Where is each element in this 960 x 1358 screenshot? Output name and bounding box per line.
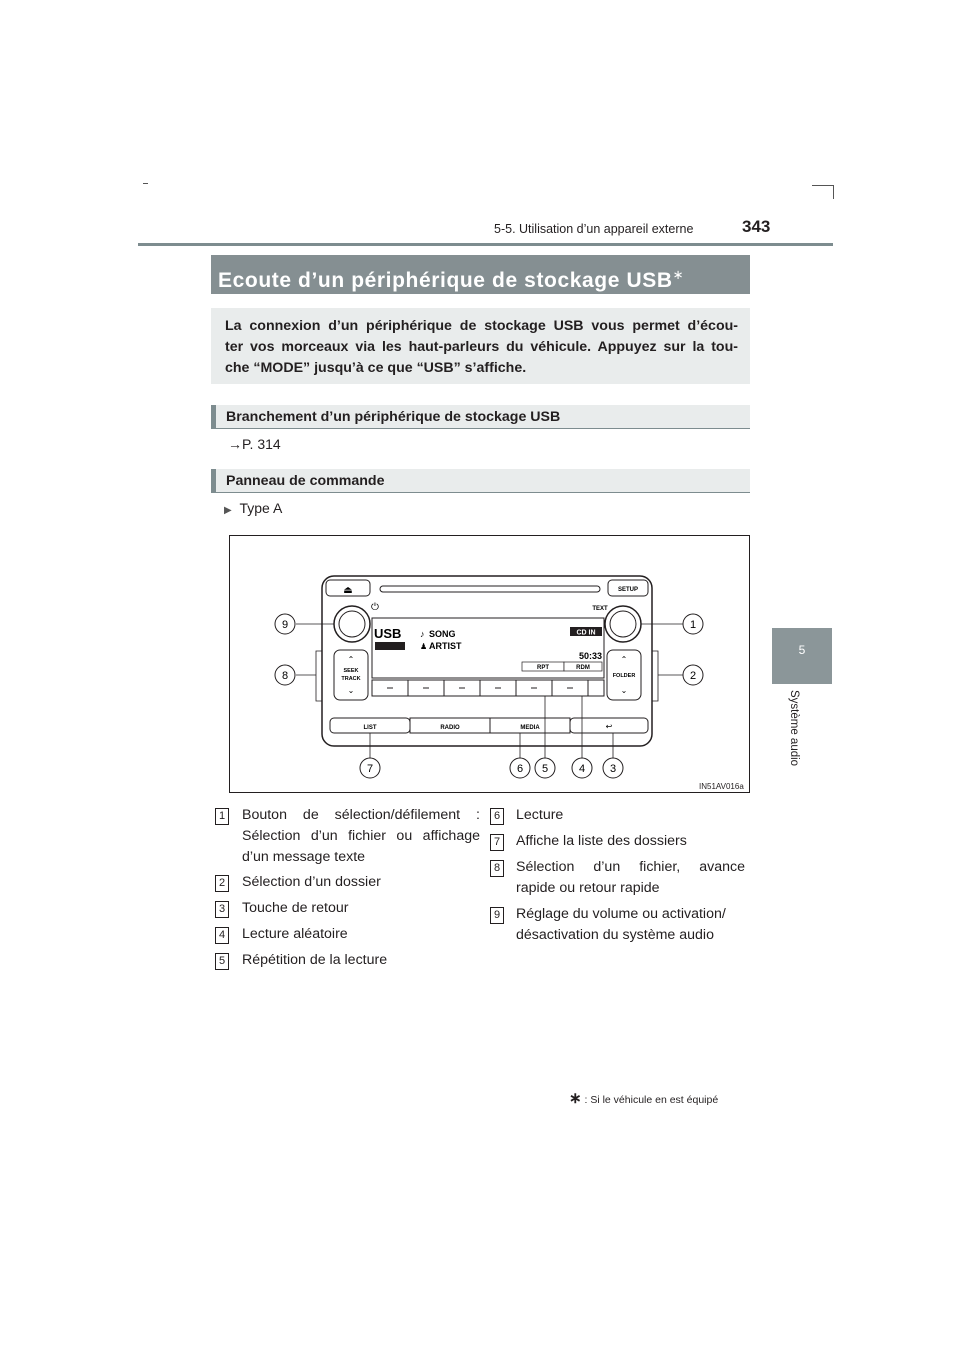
legend-item-6: Lecture [516,807,564,823]
svg-text:6: 6 [516,763,524,775]
callout-3 [603,758,623,778]
legend-item-5: Répétition de la lecture [242,952,388,968]
page-title [211,255,750,294]
usb-device-icon [375,642,405,650]
cd-slot [380,586,600,592]
title-mark: ∗ [672,267,685,282]
svg-text:⌄: ⌄ [620,686,628,695]
cd-in-label: CD IN [576,629,596,637]
page-number: 343 [742,217,771,236]
svg-text:5: 5 [541,763,549,775]
legend-number: 3 [215,901,229,918]
callout-9 [275,614,295,634]
svg-text:4: 4 [578,763,586,775]
setup-label: SETUP [617,587,639,593]
type-label [224,500,282,516]
artist-label: ARTIST [429,641,462,651]
figure-code: IN51AV016a [699,782,744,791]
chapter-tab: 5 [772,628,832,684]
legend-item-1: Bouton de sélection/défilement : Sélection d’un fichier ou affichage d’un message texte [242,807,480,865]
legend-item-9: Réglage du volume ou activation/ désactivation du système audio [516,906,726,943]
svg-text:3: 3 [609,763,617,775]
section-reference: 5-5. Utilisation d’un appareil externe [494,222,694,236]
time-label: 50:33 [578,651,602,661]
footnote-text: : Si le véhicule en est équipé [584,1094,719,1106]
footnote [569,1089,718,1107]
eject-icon: ⏏ [343,585,353,596]
power-icon: ⏻ [371,602,379,613]
callout-2 [683,665,703,685]
svg-text:2: 2 [689,670,697,682]
svg-text:7: 7 [366,763,374,775]
crop-mark [833,185,834,199]
text-label: TEXT [592,606,608,612]
panel-heading: Panneau de commande [211,469,750,493]
figure-frame [229,535,750,793]
footnote-mark: ∗ [569,1090,582,1107]
callout-1 [683,614,703,634]
crop-mark [143,183,148,184]
svg-text:1: 1 [689,619,697,631]
callout-5 [535,758,555,778]
intro-line: ter vos morceaux via les haut-parleurs du véhicule. Appuyez sur la tou- [225,339,738,355]
rpt-label: RPT [537,665,549,671]
callout-4 [572,758,592,778]
rdm-label: RDM [576,665,590,671]
back-icon: ↩ [605,722,613,731]
legend-number: 8 [490,860,504,877]
bullet-arrow-icon: ▶ [224,505,232,516]
callout-8 [275,665,295,685]
svg-text:8: 8 [281,670,289,682]
legend-item-8: Sélection d’un fichier, avance rapide ou retour rapide [516,859,745,896]
svg-text:⌃: ⌃ [620,655,628,664]
intro-line: La connexion d’un périphérique de stockage USB vous permet d’écou- [225,318,738,334]
intro-line: che “MODE” jusqu’à ce que “USB” s’affiche. [225,360,527,376]
chapter-label: Système audio [788,690,800,767]
legend-number: 6 [490,808,504,825]
legend-item-7: Affiche la liste des dossiers [516,833,687,849]
legend-item-4: Lecture aléatoire [242,926,348,942]
radio-label: RADIO [440,725,460,731]
legend-item-3: Touche de retour [242,900,349,916]
svg-text:♟: ♟ [420,642,428,651]
preset-buttons [372,680,604,696]
header-rule [138,243,833,246]
callout-6 [510,758,530,778]
media-label: MEDIA [520,725,540,731]
callout-7 [360,758,380,778]
connection-heading: Branchement d’un périphérique de stockage USB [211,405,750,429]
type-text: Type A [239,500,283,516]
folder-label: FOLDER [612,673,636,679]
track-label: TRACK [341,676,361,682]
legend-number: 9 [490,907,504,924]
svg-text:9: 9 [281,619,289,631]
audio-panel-figure [230,536,749,792]
legend-number: 1 [215,808,229,825]
title-text: Ecoute d’un périphérique de stockage USB [218,269,673,292]
legend-number: 4 [215,927,229,944]
legend-item-2: Sélection d’un dossier [242,874,381,890]
list-label: LIST [363,725,377,731]
usb-label: USB [374,626,402,641]
intro-box [211,308,750,384]
svg-text:⌄: ⌄ [347,686,355,695]
svg-text:⌃: ⌃ [347,655,355,664]
song-label: SONG [429,629,456,639]
seek-label: SEEK [343,668,359,674]
crop-mark [812,185,834,186]
svg-text:♪: ♪ [420,629,425,639]
legend-number: 2 [215,875,229,892]
legend-number: 7 [490,834,504,851]
legend-number: 5 [215,953,229,970]
page-ref: →P. 314 [228,436,281,452]
